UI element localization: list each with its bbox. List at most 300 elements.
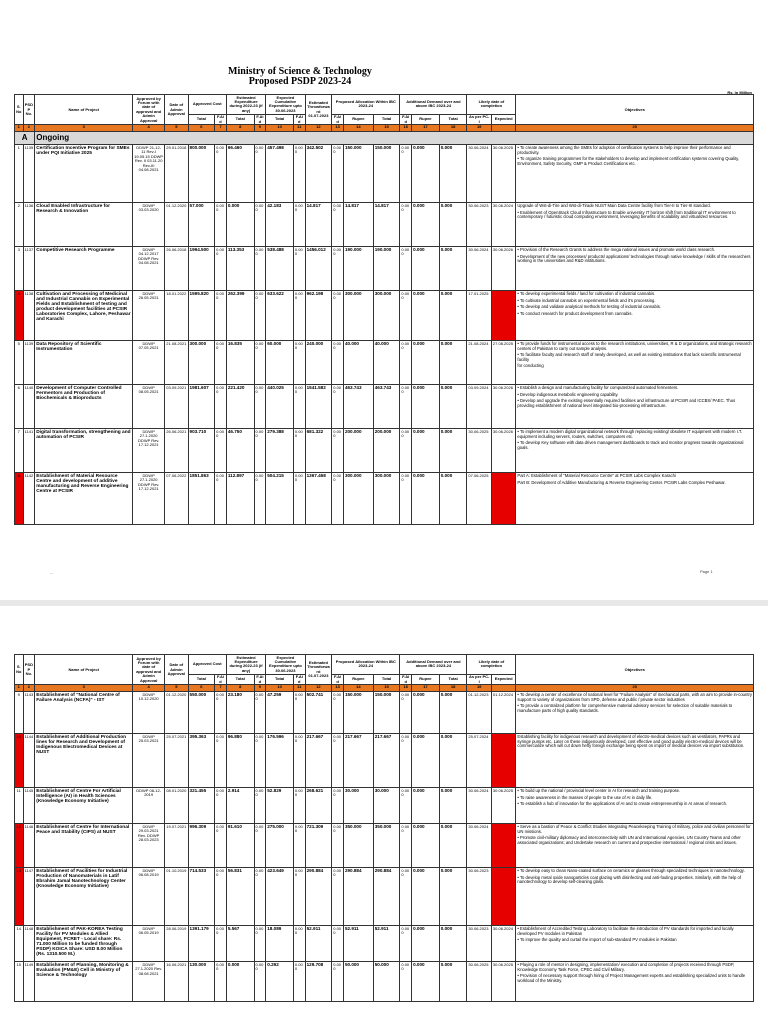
allocation-faid: 0.000: [332, 692, 344, 734]
approved-cost-faid: 0.000: [215, 247, 227, 291]
approved-cost-total: 903.710: [188, 429, 215, 473]
column-number-row: [15, 685, 754, 692]
objectives-cell: [516, 868, 754, 926]
allocation-total: 52.911: [373, 926, 400, 962]
est-expenditure-total: 23.180: [226, 692, 254, 734]
column-number: 10: [266, 685, 294, 692]
admin-approval-date: 08.01.2020: [165, 788, 188, 824]
demand-rupee: 0.000: [412, 788, 440, 824]
table-body: [15, 692, 754, 1002]
col-header-additional-demand: Additional Demand over and above IBC 2023-24: [400, 95, 467, 115]
col-subheader-total: Total: [266, 114, 294, 125]
throwforward: 129.708: [305, 962, 332, 1002]
serial-number: 7: [15, 429, 24, 473]
completion-expected: [491, 473, 516, 525]
column-number: 19: [467, 125, 491, 132]
cumulative-expenditure-faid: 0.000: [293, 868, 305, 926]
est-expenditure-faid: 0.000: [254, 868, 266, 926]
completion-pc1: 21.08.2024: [467, 341, 491, 385]
serial-number: 13: [15, 868, 24, 926]
column-number: 2: [23, 685, 35, 692]
allocation-rupee: 463.743: [343, 385, 373, 429]
cumulative-expenditure-faid: 0.000: [293, 692, 305, 734]
column-number: [491, 125, 516, 132]
section-letter: A: [15, 132, 35, 145]
demand-rupee: 0.000: [412, 385, 440, 429]
psdp-number: 1137: [23, 247, 35, 291]
cumulative-expenditure-faid: 0.000: [293, 473, 305, 525]
allocation-total: 14.817: [373, 203, 400, 247]
objective-point: for conducting: [517, 363, 544, 369]
demand-faid: 0.000: [400, 788, 412, 824]
col-header-sno: S. No: [15, 655, 24, 685]
objective-point: • Development of the new processes/ products/ applications/ technologies through native knowledge / skills of the researchers working in the universities and R&D institutions.: [517, 253, 751, 264]
admin-approval-date: 01.12.2020: [165, 203, 188, 247]
throwforward: 217.667: [305, 734, 332, 788]
table-row: [15, 145, 754, 203]
allocation-total: 200.000: [373, 429, 400, 473]
psdp-number: 1147: [23, 868, 35, 926]
completion-pc1: 30.06.2024: [467, 788, 491, 824]
cumulative-expenditure-faid: 0.000: [293, 734, 305, 788]
completion-expected: 30.06.2025: [491, 145, 516, 203]
approval-forum: DDWP 21-12-11 Rev-I 19.05.15 DDWP Rev. II 03.11.20 Rev-III 04.08.2021: [133, 145, 165, 203]
completion-pc1: 07.06.2025: [467, 473, 491, 525]
objectives-cell: [516, 291, 754, 341]
approved-cost-faid: 0.000: [215, 203, 227, 247]
psdp-number: 1139: [23, 341, 35, 385]
col-header-allocation: Proposed Allocation Within IBC 2023-24: [332, 655, 400, 675]
col-header-admin-date: Date of Admin Approval: [165, 95, 188, 125]
objective-point: • To develop a center of excellence of national level for "Failure Analysis" of mechanical parts, with an aim to provide in-country support to variety of organizations from SPD, defense and public / private sector industries: [517, 691, 752, 702]
objective-point: • Provision of necessary support through hiring of Project Management experts and establishing specialized units to handle workload of the Ministry.: [517, 973, 746, 983]
col-subheader-total: Total: [226, 114, 254, 125]
col-header-throwforward: Estimated Throwforward 01.07.2023: [305, 95, 332, 125]
demand-total: 0.000: [439, 962, 467, 1002]
col-header-cumulative-expenditure: Expected Cumulative Expenditure upto 30.06.2023: [266, 655, 305, 675]
allocation-total: 300.000: [373, 473, 400, 525]
cumulative-expenditure-faid: 0.000: [293, 429, 305, 473]
allocation-rupee: 200.000: [343, 429, 373, 473]
column-number: 9: [254, 125, 266, 132]
objective-point: • Promote civil-military diplomacy and interconnectivity with UN and International Agencies, UN Country Teams and other associated organizations; and Undertake research on current and prospective international / regional crisis and issues.: [517, 835, 741, 845]
demand-total: 0.000: [439, 926, 467, 962]
objective-point: • Provision of the Research Grants to address the mega national issues and promote world class research.: [517, 246, 716, 252]
approved-cost-faid: 0.000: [215, 291, 227, 341]
allocation-total: 40.000: [373, 341, 400, 385]
demand-faid: 0.000: [400, 962, 412, 1002]
col-header-throwforward: Estimated Throwforward 01.07.2023: [305, 655, 332, 685]
demand-total: 0.000: [439, 824, 467, 868]
completion-pc1: 30.06.2024: [467, 145, 491, 203]
objective-point: • To facilitate faculty and research staff of newly developed, as well as existing institutions that lack scientific instrumental facility: [517, 352, 741, 362]
allocation-rupee: 300.000: [343, 473, 373, 525]
approved-cost-faid: 0.000: [215, 962, 227, 1002]
psdp-number: 1136: [23, 203, 35, 247]
col-header-approved-by: Approved by Forum with date of approval and Admin Approval: [133, 95, 165, 125]
psdp-table-page-2: [14, 654, 754, 1002]
objective-point: • To establish a hub of innovation for the applications of AI and to create entrepreneurship in AI areas of research.: [517, 801, 728, 807]
objective-point: • To conduct research for product development from cannabis.: [517, 310, 633, 316]
throwforward: 52.911: [305, 926, 332, 962]
column-number: 7: [215, 125, 227, 132]
est-expenditure-faid: 0.000: [254, 692, 266, 734]
admin-approval-date: 26.06.2018: [165, 247, 188, 291]
objective-point: • To implement a modern digital organizational network through replacing existing/ obsolete IT equipment with modern I.T. equipment including servers, routers, switches, computers etc.: [517, 428, 743, 439]
completion-expected: 30.06.2024: [491, 203, 516, 247]
col-subheader-total: Total: [266, 674, 294, 685]
allocation-rupee: 350.000: [343, 824, 373, 868]
throwforward: 268.621: [305, 788, 332, 824]
demand-rupee: 0.000: [412, 734, 440, 788]
cumulative-expenditure-total: 538.488: [266, 247, 294, 291]
col-header-completion: Likely date of completion: [467, 95, 516, 115]
demand-faid: 0.000: [400, 145, 412, 203]
demand-faid: 0.000: [400, 473, 412, 525]
serial-number: 2: [15, 203, 24, 247]
objectives-cell: [516, 247, 754, 291]
cumulative-expenditure-total: 42.183: [266, 203, 294, 247]
col-subheader-expected: Expected: [491, 114, 516, 125]
column-number: 18: [439, 125, 467, 132]
est-expenditure-total: 0.000: [226, 203, 254, 247]
col-header-psdp-no: PSDP No.: [23, 95, 35, 125]
admin-approval-date: 18.01.2022: [165, 291, 188, 341]
serial-number: 15: [15, 962, 24, 1002]
column-number: 12: [305, 125, 332, 132]
demand-rupee: 0.000: [412, 824, 440, 868]
table-row: [15, 291, 754, 341]
cumulative-expenditure-total: 47.259: [266, 692, 294, 734]
demand-total: 0.000: [439, 473, 467, 525]
psdp-number: 1135: [23, 145, 35, 203]
objective-point: • To organize training programmes for the stakeholders to develop and implement certification systems covering Quality, Environment, Safety Security, GMP & Product Certifications etc.: [517, 156, 740, 166]
psdp-table-page-1: [14, 94, 754, 525]
objective-point: Upgrade of Wst-di-Tire and Wst-di-Tirade NUST Main Data Centre facility from Tier-II to Tier-III standard.: [517, 202, 711, 208]
table-row: [15, 824, 754, 868]
document-subtitle: Proposed PSDP 2023-24: [248, 76, 352, 87]
approved-cost-total: 321.455: [188, 788, 215, 824]
approval-forum: DDWP 06.05.2019: [133, 926, 165, 962]
allocation-faid: 0.000: [332, 291, 344, 341]
completion-pc1: 25.07.2024: [467, 734, 491, 788]
objective-point: • To raise awareness in the masses of people to the use of AI in daily life.: [517, 794, 653, 800]
demand-rupee: 0.000: [412, 247, 440, 291]
admin-approval-date: 19.07.2021: [165, 824, 188, 868]
admin-approval-date: 29.01.2018: [165, 145, 188, 203]
objectives-cell: [516, 341, 754, 385]
demand-total: 0.000: [439, 385, 467, 429]
demand-rupee: 0.000: [412, 868, 440, 926]
project-name: Establishment of Centre for International Peace and Stability (CIPS) at NUST: [35, 824, 133, 868]
approved-cost-total: 395.363: [188, 734, 215, 788]
allocation-rupee: 40.000: [343, 341, 373, 385]
objectives-cell: [516, 926, 754, 962]
est-expenditure-faid: 0.000: [254, 926, 266, 962]
col-subheader-faid: F.Aid: [215, 674, 227, 685]
col-header-sno: S. No: [15, 95, 24, 125]
approved-cost-faid: 0.000: [215, 429, 227, 473]
throwforward: 721.309: [305, 824, 332, 868]
throwforward: 1456.012: [305, 247, 332, 291]
document-page-2: [0, 606, 768, 1024]
serial-number: 12: [15, 824, 24, 868]
cumulative-expenditure-faid: 0.000: [293, 962, 305, 1002]
allocation-faid: 0.000: [332, 734, 344, 788]
column-number: 3: [35, 685, 133, 692]
completion-pc1: 30.06.2024: [467, 824, 491, 868]
cumulative-expenditure-total: 275.000: [266, 824, 294, 868]
approval-forum: DDWP 27.1.2020 Rev. 08.08.2021: [133, 962, 165, 1002]
col-subheader-faid: F.Aid: [293, 114, 305, 125]
completion-expected: 30.06.2026: [491, 429, 516, 473]
approval-forum: DDWP 25.03.2021: [133, 734, 165, 788]
admin-approval-date: 26.06.2021: [165, 429, 188, 473]
demand-faid: 0.000: [400, 926, 412, 962]
objective-point: Part A: Establishment of "Material Resource Centre" at PCSIR Labs Complex Karachi: [517, 472, 676, 478]
completion-expected: [491, 291, 516, 341]
project-name: Certification Incentive Program for SMEs under PQI Initiative 2025: [35, 145, 133, 203]
admin-approval-date: 16.06.2021: [165, 962, 188, 1002]
column-number: 14: [343, 685, 373, 692]
objective-point: • To improve the quality and curtail the import of sub-standard PV modules in Pakistan: [517, 937, 677, 943]
cumulative-expenditure-faid: 0.000: [293, 926, 305, 962]
page-dash: ...: [50, 570, 54, 575]
throwforward: 1367.468: [305, 473, 332, 525]
objectives-cell: [516, 203, 754, 247]
demand-rupee: 0.000: [412, 145, 440, 203]
project-name: Competitive Research Programme: [35, 247, 133, 291]
cumulative-expenditure-total: 52.829: [266, 788, 294, 824]
approved-cost-total: 1595.820: [188, 291, 215, 341]
table-row: [15, 692, 754, 734]
completion-pc1: 17.01.2025: [467, 291, 491, 341]
project-name: Establishment of Additional Production lines for Research and Development of Indigenous Electromedical Devices at NUST: [35, 734, 133, 788]
psdp-number: 1145: [23, 788, 35, 824]
allocation-faid: 0.000: [332, 473, 344, 525]
allocation-faid: 0.000: [332, 203, 344, 247]
throwforward: 681.322: [305, 429, 332, 473]
cumulative-expenditure-faid: 0.000: [293, 291, 305, 341]
objective-point: • Develop indigenous metabolic engineering capability.: [517, 391, 619, 397]
table-row: [15, 247, 754, 291]
table-row: [15, 962, 754, 1002]
approved-cost-faid: 0.000: [215, 788, 227, 824]
col-header-objectives: Objectives: [516, 95, 754, 125]
allocation-total: 217.667: [373, 734, 400, 788]
col-subheader-faid: F.Aid: [215, 114, 227, 125]
table-row: [15, 473, 754, 525]
objectives-cell: [516, 824, 754, 868]
objective-point: • To create awareness among the SMEs for adoption of certification systems to help improve their performance and productivity.: [517, 144, 731, 155]
approved-cost-faid: 0.000: [215, 473, 227, 525]
cumulative-expenditure-faid: 0.000: [293, 341, 305, 385]
column-number: 19: [467, 685, 491, 692]
allocation-rupee: 190.000: [343, 247, 373, 291]
est-expenditure-faid: 0.000: [254, 385, 266, 429]
allocation-faid: 0.000: [332, 247, 344, 291]
objectives-cell: [516, 473, 754, 525]
demand-rupee: 0.000: [412, 692, 440, 734]
cumulative-expenditure-faid: 0.000: [293, 247, 305, 291]
objectives-cell: [516, 692, 754, 734]
col-subheader-rupee: Rupee: [412, 674, 440, 685]
column-number: 3: [35, 125, 133, 132]
approved-cost-total: 1391.179: [188, 926, 215, 962]
completion-pc1: 30.06.2023: [467, 926, 491, 962]
throwforward: 290.884: [305, 868, 332, 926]
project-name: Data Repository of Scientific Instrumentation: [35, 341, 133, 385]
objective-point: Part B: Development of Additive Manufacturing & Reverse Engineering Center. PCSIR Labs Complex Peshawar.: [517, 479, 726, 485]
column-number: 9: [254, 685, 266, 692]
column-number: 11: [293, 685, 305, 692]
serial-number: 9: [15, 692, 24, 734]
col-header-approved-by: Approved by Forum with date of approval and Admin Approval: [133, 655, 165, 685]
column-number: 1: [15, 685, 24, 692]
col-subheader-total: Total: [373, 674, 400, 685]
col-subheader-expected: Expected: [491, 674, 516, 685]
column-number: 2: [23, 125, 35, 132]
approval-forum: DDWP 06.08.2019: [133, 868, 165, 926]
est-expenditure-faid: 0.000: [254, 429, 266, 473]
allocation-total: 463.743: [373, 385, 400, 429]
table-row: [15, 788, 754, 824]
allocation-rupee: 30.000: [343, 788, 373, 824]
psdp-number: 1144: [23, 734, 35, 788]
allocation-rupee: 217.667: [343, 734, 373, 788]
allocation-faid: 0.000: [332, 824, 344, 868]
completion-pc1: 30.06.2024: [467, 247, 491, 291]
approved-cost-total: 1981.607: [188, 385, 215, 429]
throwforward: 962.198: [305, 291, 332, 341]
demand-rupee: 0.000: [412, 341, 440, 385]
admin-approval-date: 21.08.2021: [165, 341, 188, 385]
demand-faid: 0.000: [400, 734, 412, 788]
allocation-faid: 0.000: [332, 788, 344, 824]
est-expenditure-total: 2.914: [226, 788, 254, 824]
objective-point: • To develop experimental fields / land for cultivation of industrial cannabis.: [517, 290, 656, 296]
table-row: [15, 429, 754, 473]
demand-rupee: 0.000: [412, 473, 440, 525]
throwforward: 502.741: [305, 692, 332, 734]
approved-cost-total: 996.309: [188, 824, 215, 868]
allocation-faid: 0.000: [332, 385, 344, 429]
est-expenditure-total: 96.880: [226, 734, 254, 788]
column-number: 16: [400, 685, 412, 692]
table-header: [15, 655, 754, 692]
column-number: 1: [15, 125, 24, 132]
approval-forum: DDWP 07.05.2021: [133, 341, 165, 385]
serial-number: 5: [15, 341, 24, 385]
cumulative-expenditure-faid: 0.000: [293, 824, 305, 868]
col-subheader-faid: F.Aid: [332, 674, 344, 685]
column-number: 12: [305, 685, 332, 692]
approved-cost-total: 714.533: [188, 868, 215, 926]
column-number: 18: [439, 685, 467, 692]
col-subheader-total: Total: [188, 674, 215, 685]
completion-expected: 30.06.2026: [491, 385, 516, 429]
col-header-project-name: Name of Project: [35, 655, 133, 685]
project-name: Development of Computer Controlled Fermentors and Production of Biochemicals & Bioproducts: [35, 385, 133, 429]
objective-point: • Develop and upgrade the existing essentially required facilities and infrastructure at PCSIR and ICCBS/ PAEC. Thus providing establishment of national level integrated bio-processing infrastructure.: [517, 398, 736, 408]
serial-number: 11: [15, 788, 24, 824]
project-name: Digital transformation, strengthening and automation of PCSIR: [35, 429, 133, 473]
approval-forum: DDWP 10.12.2020: [133, 692, 165, 734]
approved-cost-total: 130.000: [188, 962, 215, 1002]
cumulative-expenditure-total: 440.025: [266, 385, 294, 429]
demand-total: 0.000: [439, 734, 467, 788]
document-title: Ministry of Science & Technology: [228, 66, 372, 77]
approval-forum: DDWP 03.03.2020: [133, 203, 165, 247]
objective-point: • To build up the national / provincial level center in AI for research and training purpose.: [517, 787, 681, 793]
allocation-rupee: 150.000: [343, 145, 373, 203]
admin-approval-date: 01.10.2019: [165, 868, 188, 926]
est-expenditure-faid: 0.000: [254, 247, 266, 291]
col-header-admin-date: Date of Admin Approval: [165, 655, 188, 685]
completion-expected: [491, 868, 516, 926]
cumulative-expenditure-faid: 0.000: [293, 203, 305, 247]
col-subheader-total: Total: [439, 114, 467, 125]
cumulative-expenditure-faid: 0.000: [293, 788, 305, 824]
section-label: Ongoing: [35, 132, 754, 145]
col-subheader-faid: F.Aid: [332, 114, 344, 125]
objective-point: • To develop metal oxide nanoparticles coat glazing with disinfecting and anti-fouling properties. Similarly, with the help of nanotechnology to develop self-cleaning glass.: [517, 874, 742, 885]
column-number: 4: [133, 685, 165, 692]
col-subheader-faid: F.Aid: [254, 674, 266, 685]
col-subheader-faid: F.Aid: [254, 114, 266, 125]
approval-forum: DDWP 29.03.2021 Rev. DDWP 28.03.2023: [133, 824, 165, 868]
completion-pc1: 03.09.2024: [467, 385, 491, 429]
throwforward: 342.502: [305, 145, 332, 203]
approval-forum: DDWP 08.05.2021: [133, 385, 165, 429]
objective-point: • Serve as a bastion of Peace & Conflict Studies integrating Peacekeeping Training of military, police and civilian personnel for UN missions.: [517, 823, 751, 834]
psdp-number: 1146: [23, 824, 35, 868]
table-row: [15, 734, 754, 788]
table-row: [15, 385, 754, 429]
col-subheader-faid: F.Aid: [400, 674, 412, 685]
serial-number: 14: [15, 926, 24, 962]
col-header-project-name: Name of Project: [35, 95, 133, 125]
est-expenditure-total: 66.460: [226, 145, 254, 203]
column-number: 5: [165, 685, 188, 692]
column-number: 5: [165, 125, 188, 132]
column-number: [491, 685, 516, 692]
throwforward: 1541.582: [305, 385, 332, 429]
allocation-total: 190.000: [373, 247, 400, 291]
col-header-cumulative-expenditure: Expected Cumulative Expenditure upto 30.06.2023: [266, 95, 305, 115]
cumulative-expenditure-faid: 0.000: [293, 385, 305, 429]
serial-number: 3: [15, 247, 24, 291]
objective-point: • To provide funds for instrumental access to the research institutions, universities, R & D organizations, and strategic research centers of Pakistan to carry out sample analysis.: [517, 340, 752, 351]
completion-expected: 30.06.2025: [491, 788, 516, 824]
allocation-total: 150.000: [373, 145, 400, 203]
demand-total: 0.000: [439, 291, 467, 341]
col-header-approved-cost: Approved Cost: [188, 95, 226, 115]
column-number: 20: [516, 685, 754, 692]
demand-faid: 0.000: [400, 824, 412, 868]
col-subheader-total: Total: [439, 674, 467, 685]
psdp-number: 1138: [23, 291, 35, 341]
col-header-psdp-no: PSDP No.: [23, 655, 35, 685]
cumulative-expenditure-faid: 0.000: [293, 145, 305, 203]
admin-approval-date: 28.06.2019: [165, 926, 188, 962]
column-number: 8: [226, 685, 254, 692]
col-subheader-as-per_pc1: As per PC-I: [467, 674, 491, 685]
completion-pc1: 30.06.2025: [467, 429, 491, 473]
psdp-number: 1140: [23, 385, 35, 429]
serial-number: 1: [15, 145, 24, 203]
col-header-allocation: Proposed Allocation Within IBC 2023-24: [332, 95, 400, 115]
